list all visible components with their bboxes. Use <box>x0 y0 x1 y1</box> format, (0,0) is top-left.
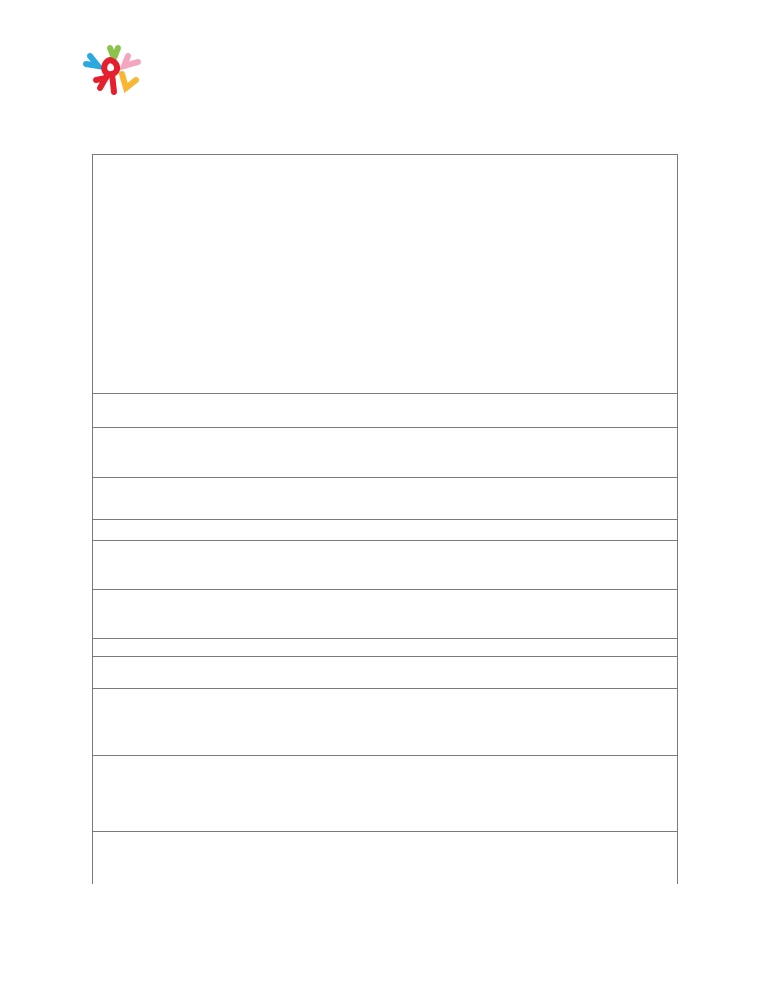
form-table-divider <box>92 589 678 590</box>
form-table-border-bottom <box>92 831 678 832</box>
form-table-divider <box>92 540 678 541</box>
inventiva-ribbon-icon <box>80 42 146 98</box>
table-border-top <box>92 154 678 155</box>
inventiva-logo <box>80 40 200 100</box>
form-table-divider <box>92 755 678 756</box>
form-table-divider <box>92 656 678 657</box>
form-table-divider <box>92 688 678 689</box>
table-divider <box>92 393 678 394</box>
table-divider <box>92 427 678 428</box>
table-divider <box>92 477 678 478</box>
table-divider <box>92 519 678 520</box>
form-table-divider <box>92 638 678 639</box>
